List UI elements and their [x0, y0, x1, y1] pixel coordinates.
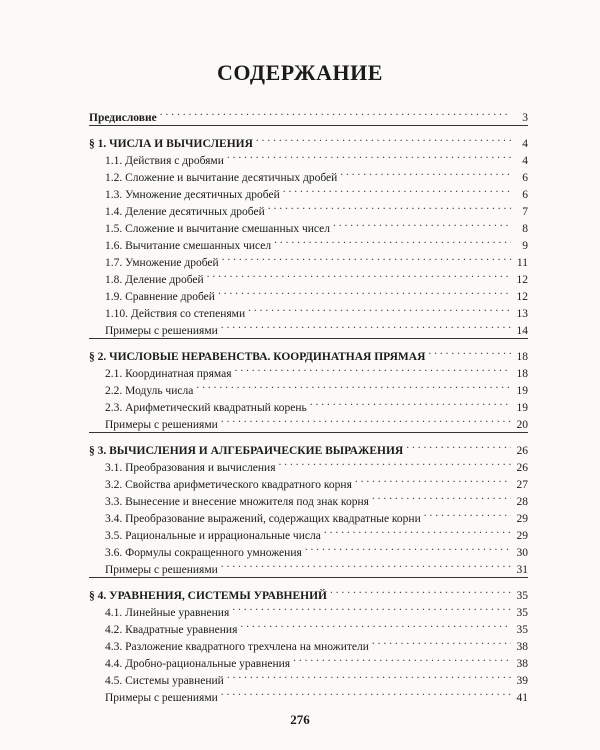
toc-page-number: 26	[516, 445, 528, 457]
toc-page-number: 6	[522, 189, 528, 201]
toc-entry-label: § 4. УРАВНЕНИЯ, СИСТЕМЫ УРАВНЕНИЙ	[89, 590, 327, 602]
toc-page-number: 38	[516, 641, 528, 653]
table-of-contents	[89, 104, 528, 704]
toc-entry-label: Примеры с решениями	[105, 325, 218, 337]
dot-leader	[221, 556, 511, 573]
dot-leader	[274, 232, 511, 249]
toc-page-number: 6	[522, 172, 528, 184]
toc-page-number: 18	[516, 351, 528, 363]
toc-entry-label: Предисловие	[89, 112, 157, 124]
dot-leader	[232, 599, 511, 616]
dot-leader	[324, 522, 511, 539]
dot-leader	[283, 181, 511, 198]
dot-leader	[196, 377, 511, 394]
toc-page-number: 11	[516, 257, 528, 269]
toc-entry-label: 3.2. Свойства арифметического квадратного корня	[105, 479, 352, 491]
toc-entry-label: Примеры с решениями	[105, 419, 218, 431]
dot-leader	[279, 454, 512, 471]
toc-section-2	[89, 343, 528, 363]
toc-page-number: 9	[522, 240, 528, 252]
dot-leader	[221, 411, 511, 428]
dot-leader	[372, 633, 511, 650]
toc-page-number: 41	[516, 692, 528, 704]
toc-entry-label: 2.1. Координатная прямая	[105, 368, 232, 380]
dot-leader	[218, 283, 511, 300]
dot-leader	[355, 471, 511, 488]
toc-page-number: 30	[516, 547, 528, 559]
dot-leader	[424, 505, 511, 522]
toc-entry-label: 4.3. Разложение квадратного трехчлена на множители	[105, 641, 369, 653]
toc-entry-label: § 3. ВЫЧИСЛЕНИЯ И АЛГЕБРАИЧЕСКИЕ ВЫРАЖЕНИЯ	[89, 445, 404, 457]
toc-entry-label: § 1. ЧИСЛА И ВЫЧИСЛЕНИЯ	[89, 138, 253, 150]
toc-entry-label: 1.2. Сложение и вычитание десятичных дробей	[105, 172, 338, 184]
toc-page-number: 14	[516, 325, 528, 337]
toc-page-number: 29	[516, 530, 528, 542]
page-number: 276	[290, 712, 310, 727]
toc-entry-label: 3.5. Рациональные и иррациональные числа	[105, 530, 321, 542]
toc-page-number: 3	[522, 112, 528, 124]
toc-entry-label: 4.1. Линейные уравнения	[105, 607, 230, 619]
dot-leader	[293, 650, 511, 667]
toc-page-number: 13	[516, 308, 528, 320]
toc-page-number: 7	[522, 206, 528, 218]
toc-page-number: 31	[516, 564, 528, 576]
toc-page-number: 19	[516, 385, 528, 397]
toc-page-number: 8	[522, 223, 528, 235]
dot-leader	[428, 343, 511, 360]
toc-section-3	[89, 437, 528, 457]
dot-leader	[406, 437, 511, 454]
dot-leader	[235, 360, 511, 377]
toc-entry-label: 4.5. Системы уравнений	[105, 675, 224, 687]
dot-leader	[222, 249, 511, 266]
dot-leader	[333, 215, 511, 232]
toc-entry-label: 1.4. Деление десятичных дробей	[105, 206, 265, 218]
dot-leader	[340, 164, 511, 181]
dot-leader	[240, 616, 511, 633]
toc-entry-label: 1.5. Сложение и вычитание смешанных чисел	[105, 223, 330, 235]
toc-entry-label: 3.4. Преобразование выражений, содержащих квадратные корни	[105, 513, 421, 525]
toc-entry-label: 1.6. Вычитание смешанных чисел	[105, 240, 272, 252]
toc-preface	[89, 104, 528, 124]
toc-entry-label: 1.10. Действия со степенями	[105, 308, 246, 320]
toc-page-number: 20	[516, 419, 528, 431]
dot-leader	[248, 300, 511, 317]
dot-leader	[221, 317, 511, 334]
toc-entry-label: 1.8. Деление дробей	[105, 274, 204, 286]
dot-leader	[227, 667, 511, 684]
toc-page-number: 12	[516, 291, 528, 303]
toc-page-number: 38	[516, 658, 528, 670]
toc-entry-label: 4.2. Квадратные уравнения	[105, 624, 238, 636]
toc-entry-label: Примеры с решениями	[105, 564, 218, 576]
toc-page-number: 35	[516, 624, 528, 636]
toc-page-number: 35	[516, 590, 528, 602]
toc-entry-label: 1.9. Сравнение дробей	[105, 291, 215, 303]
toc-page-number: 39	[516, 675, 528, 687]
toc-page-number: 12	[516, 274, 528, 286]
toc-page-number: 4	[522, 155, 528, 167]
toc-entry-label: 1.1. Действия с дробями	[105, 155, 224, 167]
toc-entry-label: 4.4. Дробно-рациональные уравнения	[105, 658, 291, 670]
toc-page-number: 4	[522, 138, 528, 150]
toc-entry-label: 1.7. Умножение дробей	[105, 257, 219, 269]
toc-entry-label: 1.3. Умножение десятичных дробей	[105, 189, 280, 201]
dot-leader	[256, 130, 511, 147]
dot-leader	[160, 104, 511, 121]
toc-entry-label: 3.3. Вынесение и внесение множителя под знак корня	[105, 496, 369, 508]
dot-leader	[207, 266, 511, 283]
toc-section-4	[89, 582, 528, 602]
toc-page-number: 18	[516, 368, 528, 380]
toc-section-1	[89, 130, 528, 150]
toc-entry-label: Примеры с решениями	[105, 692, 218, 704]
dot-leader	[305, 539, 511, 556]
page-title: СОДЕРЖАНИЕ	[217, 60, 383, 85]
toc-page-number: 26	[516, 462, 528, 474]
dot-leader	[330, 582, 511, 599]
dot-leader	[372, 488, 511, 505]
toc-entry-label: 3.6. Формулы сокращенного умножения	[105, 547, 302, 559]
toc-page-number: 19	[516, 402, 528, 414]
dot-leader	[310, 394, 511, 411]
toc-entry-label: 2.3. Арифметический квадратный корень	[105, 402, 307, 414]
dot-leader	[227, 147, 511, 164]
toc-page-number: 29	[516, 513, 528, 525]
toc-entry-label: 2.2. Модуль числа	[105, 385, 194, 397]
toc-page-number: 27	[516, 479, 528, 491]
dot-leader	[268, 198, 511, 215]
toc-entry-label: § 2. ЧИСЛОВЫЕ НЕРАВЕНСТВА. КООРДИНАТНАЯ ПРЯМАЯ	[89, 351, 426, 363]
toc-entry-label: 3.1. Преобразования и вычисления	[105, 462, 276, 474]
toc-page-number: 28	[516, 496, 528, 508]
dot-leader	[221, 684, 511, 701]
toc-page-number: 35	[516, 607, 528, 619]
